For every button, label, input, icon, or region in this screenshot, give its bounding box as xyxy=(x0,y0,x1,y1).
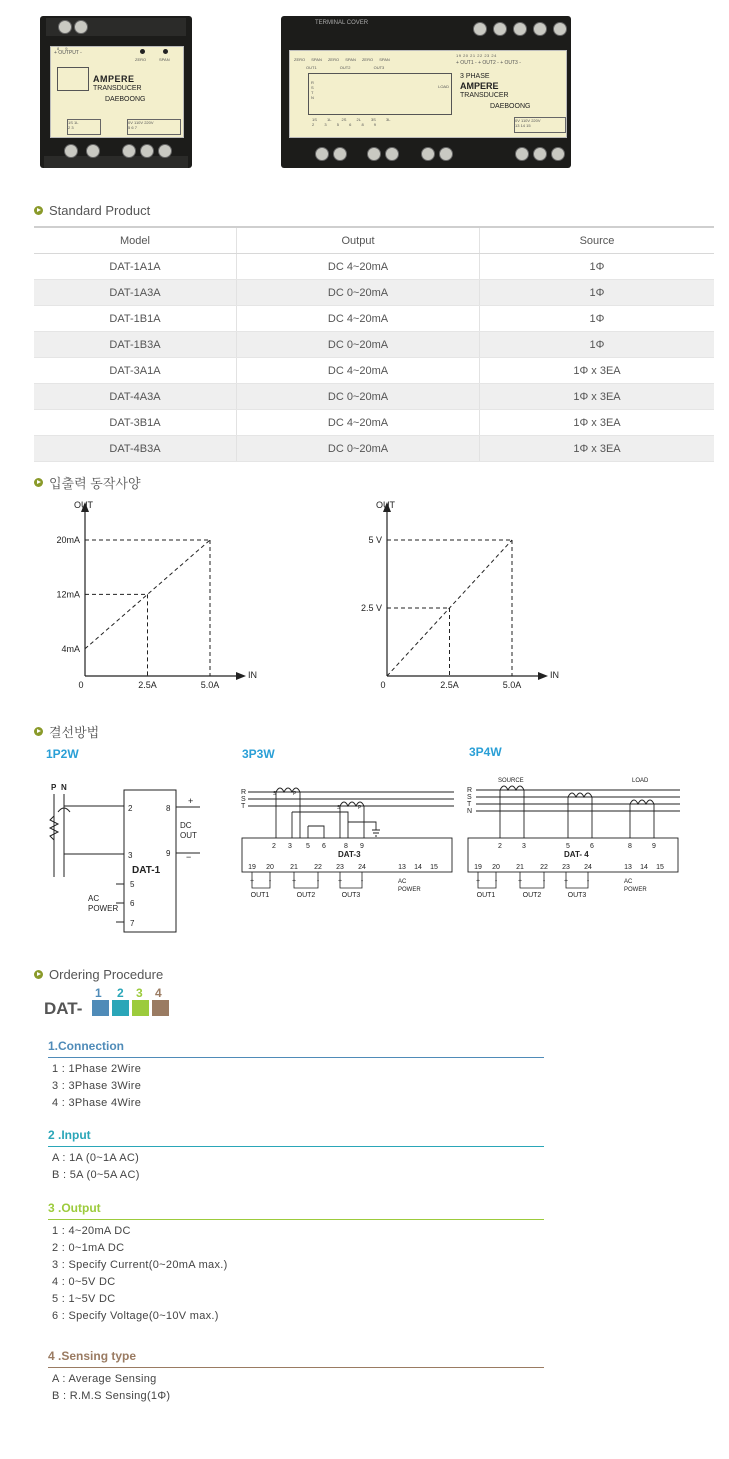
ac-label: AC xyxy=(624,879,633,885)
pin-label: 9 xyxy=(360,843,364,850)
terminal-screw xyxy=(385,147,399,161)
column-header-output: Output xyxy=(237,227,480,254)
phase-label: T xyxy=(241,803,246,810)
pin-label: 3 xyxy=(522,843,526,850)
output-wire xyxy=(517,872,544,888)
table-cell: DAT-3B1A xyxy=(34,410,237,436)
table-cell: DAT-1A1A xyxy=(34,254,237,280)
table-cell: DAT-1B3A xyxy=(34,332,237,358)
sign-label: + xyxy=(291,878,297,885)
option-list-connection xyxy=(52,1061,141,1112)
terminal-screw xyxy=(367,147,381,161)
column-header-model: Model xyxy=(34,227,237,254)
list-item: 3 : 3Phase 3Wire xyxy=(52,1080,142,1092)
wiring-diagram-3p4w xyxy=(464,742,686,907)
diagram-label: 3P4W xyxy=(469,745,502,759)
option-heading-output: 3 .Output xyxy=(48,1201,544,1220)
io-chart-current xyxy=(40,494,280,694)
input-terminal-block: 1S 1L 2 3 xyxy=(67,119,101,135)
list-item: 6 : Specify Voltage(0~10V max.) xyxy=(52,1310,219,1322)
list-item: 3 : Specify Current(0~20mA max.) xyxy=(52,1259,228,1271)
output-wire xyxy=(249,872,270,888)
pin-label: 20 xyxy=(492,864,500,871)
wiring-diagram-1p2w xyxy=(40,742,220,937)
output-wire xyxy=(475,872,496,888)
device-title: AMPERE xyxy=(93,74,135,84)
pin-label: 15 xyxy=(656,864,664,871)
output-label: + OUTPUT - xyxy=(54,50,82,56)
ct-mark: S xyxy=(273,791,277,797)
standard-product-table xyxy=(34,226,714,462)
circuit-diagram: R S T N LOAD xyxy=(308,73,452,115)
terminal-screw xyxy=(158,144,172,158)
power-terminal-block: 0V 110V 220V 5 6 7 xyxy=(127,119,181,135)
terminal-screw xyxy=(74,20,88,34)
table-header-row xyxy=(34,227,714,254)
pin-label: 2 xyxy=(498,843,502,850)
dc-out-label-2: OUT xyxy=(180,831,197,840)
list-item: 4 : 0~5V DC xyxy=(52,1276,116,1288)
option-heading-input: 2 .Input xyxy=(48,1128,544,1147)
code-digit-3: 3 xyxy=(136,986,143,1000)
table-cell: 1Φ xyxy=(480,280,715,306)
x-axis-arrow-icon xyxy=(538,672,548,680)
pin-label: 9 xyxy=(166,849,171,858)
code-digit-4: 4 xyxy=(155,986,162,1000)
pin-label: 5 xyxy=(306,843,310,850)
power-label: POWER xyxy=(624,887,647,893)
table-row xyxy=(34,332,714,358)
out-terminal-numbers: 19 20 21 22 23 24 xyxy=(456,53,497,58)
pin-label: 5 xyxy=(566,843,570,850)
pin-label: 24 xyxy=(584,864,592,871)
bullet-arrow-icon xyxy=(34,970,43,979)
table-cell: 1Φ x 3EA xyxy=(480,358,715,384)
pin-label: 13 xyxy=(398,864,406,871)
zero-label: ZERO xyxy=(135,57,147,62)
list-item: B : R.M.S Sensing(1Φ) xyxy=(52,1390,171,1402)
pin-label: 14 xyxy=(640,864,648,871)
device-name: DAT-1 xyxy=(132,865,161,876)
x-tick-label: 2.5A xyxy=(440,680,459,690)
zero-trim xyxy=(140,49,145,54)
x-axis-label: IN xyxy=(248,670,257,680)
terminal-screw xyxy=(513,22,527,36)
x-tick-label: 5.0A xyxy=(502,680,522,690)
output-wire xyxy=(291,872,318,888)
option-list-input xyxy=(52,1150,140,1184)
trim-group-labels: OUT1 OUT2 OUT3 xyxy=(306,65,385,70)
x-tick-label: 0 xyxy=(78,680,84,690)
table-cell: DAT-4B3A xyxy=(34,436,237,462)
out-label: OUT1 xyxy=(250,892,270,899)
table-cell: DC 4~20mA xyxy=(237,358,480,384)
table-cell: DC 0~20mA xyxy=(237,280,480,306)
phase-label: N xyxy=(467,808,473,815)
pin-label: 14 xyxy=(414,864,422,871)
device-label-plate xyxy=(50,46,184,138)
sign-label: - xyxy=(542,878,546,885)
terminal-screw xyxy=(333,147,347,161)
table-cell: DC 4~20mA xyxy=(237,306,480,332)
pin-label: 2 xyxy=(128,804,133,813)
table-cell: DAT-3A1A xyxy=(34,358,237,384)
pin-label: 3 xyxy=(288,843,292,850)
option-heading-sensing: 4 .Sensing type xyxy=(48,1349,544,1368)
sign-label: + xyxy=(563,878,569,885)
pin-label: 21 xyxy=(290,864,298,871)
load-label: LOAD xyxy=(632,778,649,784)
pin-label: 6 xyxy=(322,843,326,850)
out-label: OUT2 xyxy=(296,892,316,899)
device-brand: DAEBOONG xyxy=(105,96,146,103)
power-terminal-block: 0V 110V 220V 13 14 15 xyxy=(514,117,566,133)
table-cell: DC 0~20mA xyxy=(237,436,480,462)
code-box-2 xyxy=(112,1000,129,1016)
table-row xyxy=(34,280,714,306)
out-label: OUT1 xyxy=(476,892,496,899)
device-photo-three-phase xyxy=(281,16,571,168)
list-item: 2 : 0~1mA DC xyxy=(52,1242,125,1254)
list-item: B : 5A (0~5A AC) xyxy=(52,1169,140,1181)
code-digit-2: 2 xyxy=(117,986,124,1000)
terminal-screw xyxy=(473,22,487,36)
terminal-screw xyxy=(421,147,435,161)
pin-label: 20 xyxy=(266,864,274,871)
table-row xyxy=(34,358,714,384)
table-cell: DC 0~20mA xyxy=(237,332,480,358)
phase-label: T xyxy=(467,801,472,808)
output-wire xyxy=(563,872,588,888)
table-cell: 1Φ x 3EA xyxy=(480,410,715,436)
wiring-diagram-3p3w xyxy=(238,742,460,907)
option-list-output xyxy=(52,1223,228,1325)
out-label: OUT3 xyxy=(341,892,361,899)
phase-n-label: N xyxy=(61,783,67,792)
sign-label: - xyxy=(268,878,272,885)
power-label: POWER xyxy=(88,904,119,913)
pin-label: 8 xyxy=(166,804,171,813)
pin-label: 13 xyxy=(624,864,632,871)
column-header-source: Source xyxy=(480,227,715,254)
circuit-diagram xyxy=(57,67,89,91)
table-cell: 1Φ xyxy=(480,254,715,280)
minus-sign: − xyxy=(186,852,192,862)
pin-label: 5 xyxy=(130,880,135,889)
pin-label: 15 xyxy=(430,864,438,871)
device-photo-single-phase xyxy=(40,16,192,168)
pin-label: 23 xyxy=(336,864,344,871)
table-cell: DC 0~20mA xyxy=(237,384,480,410)
phase-label: R xyxy=(467,787,473,794)
pin-label: 3 xyxy=(128,851,133,860)
pin-label: 23 xyxy=(562,864,570,871)
code-digit-1: 1 xyxy=(95,986,102,1000)
bullet-arrow-icon xyxy=(34,206,43,215)
pin-label: 9 xyxy=(652,843,656,850)
terminal-screw xyxy=(515,147,529,161)
device-subtitle: TRANSDUCER xyxy=(460,92,509,99)
pin-label: 2 xyxy=(272,843,276,850)
terminal-screw xyxy=(533,22,547,36)
terminal-screw xyxy=(64,144,78,158)
sign-label: - xyxy=(360,878,364,885)
io-chart-voltage xyxy=(342,494,582,694)
terminal-screw xyxy=(533,147,547,161)
terminal-screw xyxy=(551,147,565,161)
ct-mark: P xyxy=(358,805,362,811)
sign-label: - xyxy=(494,878,498,885)
sign-label: + xyxy=(337,878,343,885)
sign-label: + xyxy=(249,878,255,885)
pin-label: 19 xyxy=(248,864,256,871)
pin-label: 24 xyxy=(358,864,366,871)
device-name: DAT- 4 xyxy=(564,850,589,859)
y-tick-label: 2.5 V xyxy=(360,603,382,613)
code-box-4 xyxy=(152,1000,169,1016)
diagram-label: 3P3W xyxy=(242,747,275,761)
power-label: POWER xyxy=(398,887,421,893)
out-labels: + OUT1 - + OUT2 - + OUT3 - xyxy=(456,60,521,66)
y-axis-label: OUT xyxy=(376,500,395,510)
sign-label: - xyxy=(586,878,590,885)
pin-label: 21 xyxy=(516,864,524,871)
phase-label: S xyxy=(241,796,246,803)
terminal-screw xyxy=(493,22,507,36)
pin-label: 7 xyxy=(130,919,135,928)
ct-mark: P xyxy=(293,791,297,797)
terminal-screw xyxy=(140,144,154,158)
table-cell: DAT-1A3A xyxy=(34,280,237,306)
x-tick-label: 5.0A xyxy=(200,680,220,690)
sign-label: - xyxy=(316,878,320,885)
list-item: 1 : 1Phase 2Wire xyxy=(52,1063,142,1075)
table-cell: 1Φ xyxy=(480,332,715,358)
table-cell: 1Φ x 3EA xyxy=(480,436,715,462)
diagram-label: 1P2W xyxy=(46,747,79,761)
x-axis-arrow-icon xyxy=(236,672,246,680)
table-row xyxy=(34,254,714,280)
code-box-1 xyxy=(92,1000,109,1016)
out-label: OUT2 xyxy=(522,892,542,899)
terminal-screw xyxy=(58,20,72,34)
y-tick-label: 5 V xyxy=(368,535,382,545)
device-brand: DAEBOONG xyxy=(490,103,531,110)
list-item: A : Average Sensing xyxy=(52,1373,157,1385)
list-item: A : 1A (0~1A AC) xyxy=(52,1152,140,1164)
table-cell: 1Φ xyxy=(480,306,715,332)
ct-mark: S xyxy=(337,805,341,811)
device-subtitle: TRANSDUCER xyxy=(93,85,142,92)
pin-label: 6 xyxy=(130,899,135,908)
source-label: SOURCE xyxy=(498,778,524,784)
option-heading-connection: 1.Connection xyxy=(48,1039,544,1058)
trim-labels: ZERO SPAN ZERO SPAN ZERO SPAN xyxy=(294,57,390,62)
terminal-screw xyxy=(122,144,136,158)
pin-label: 22 xyxy=(314,864,322,871)
bullet-arrow-icon xyxy=(34,727,43,736)
terminal-screw xyxy=(315,147,329,161)
device-name: DAT-3 xyxy=(338,850,361,859)
terminal-cover-label: TERMINAL COVER xyxy=(315,20,369,26)
device-title: AMPERE xyxy=(460,81,499,91)
terminal-screw xyxy=(439,147,453,161)
table-cell: DC 4~20mA xyxy=(237,254,480,280)
bullet-arrow-icon xyxy=(34,478,43,487)
ac-label: AC xyxy=(88,894,100,903)
input-terminal-labels: 1S 1L 2S 2L 3S 3L 2 3 5 6 8 9 xyxy=(312,117,391,127)
top-terminal-numbers: 89 xyxy=(57,46,74,51)
device-label-plate xyxy=(289,50,567,138)
y-tick-label: 4mA xyxy=(61,643,80,654)
section-title-wiring: 결선방법 xyxy=(34,722,99,741)
pin-label: 8 xyxy=(628,843,632,850)
pin-label: 6 xyxy=(590,843,594,850)
pin-label: 19 xyxy=(474,864,482,871)
code-prefix: DAT- xyxy=(44,999,83,1018)
list-item: 4 : 3Phase 4Wire xyxy=(52,1097,142,1109)
table-cell: DAT-4A3A xyxy=(34,384,237,410)
table-cell: DC 4~20mA xyxy=(237,410,480,436)
phase-label: 3 PHASE xyxy=(460,73,490,80)
x-tick-label: 0 xyxy=(380,680,386,690)
table-cell: 1Φ x 3EA xyxy=(480,384,715,410)
list-item: 5 : 1~5V DC xyxy=(52,1293,116,1305)
option-list-sensing xyxy=(52,1371,170,1405)
span-label: SPAN xyxy=(159,57,170,62)
x-tick-label: 2.5A xyxy=(138,680,157,690)
code-box-3 xyxy=(132,1000,149,1016)
phase-label: R xyxy=(241,789,247,796)
y-axis-label: OUT xyxy=(74,500,93,510)
span-trim xyxy=(163,49,168,54)
table-row xyxy=(34,410,714,436)
pin-label: 8 xyxy=(344,843,348,850)
section-title-ordering: Ordering Procedure xyxy=(34,967,163,982)
table-row xyxy=(34,436,714,462)
x-axis-label: IN xyxy=(550,670,559,680)
output-wire xyxy=(337,872,362,888)
sign-label: + xyxy=(475,878,481,885)
section-title-standard-product: Standard Product xyxy=(34,203,150,218)
table-cell: DAT-1B1A xyxy=(34,306,237,332)
table-row xyxy=(34,306,714,332)
table-row xyxy=(34,384,714,410)
section-title-io-spec: 입출력 동작사양 xyxy=(34,473,141,492)
ac-label: AC xyxy=(398,879,407,885)
y-tick-label: 20mA xyxy=(56,535,80,545)
plus-sign: + xyxy=(188,796,194,806)
list-item: 1 : 4~20mA DC xyxy=(52,1225,131,1237)
sign-label: + xyxy=(517,878,523,885)
out-label: OUT3 xyxy=(567,892,587,899)
terminal-screw xyxy=(86,144,100,158)
y-tick-label: 12mA xyxy=(56,589,80,600)
terminal-screw xyxy=(553,22,567,36)
phase-label: S xyxy=(467,794,472,801)
pin-label: 22 xyxy=(540,864,548,871)
dc-out-label: DC xyxy=(180,821,192,830)
phase-p-label: P xyxy=(51,783,57,792)
